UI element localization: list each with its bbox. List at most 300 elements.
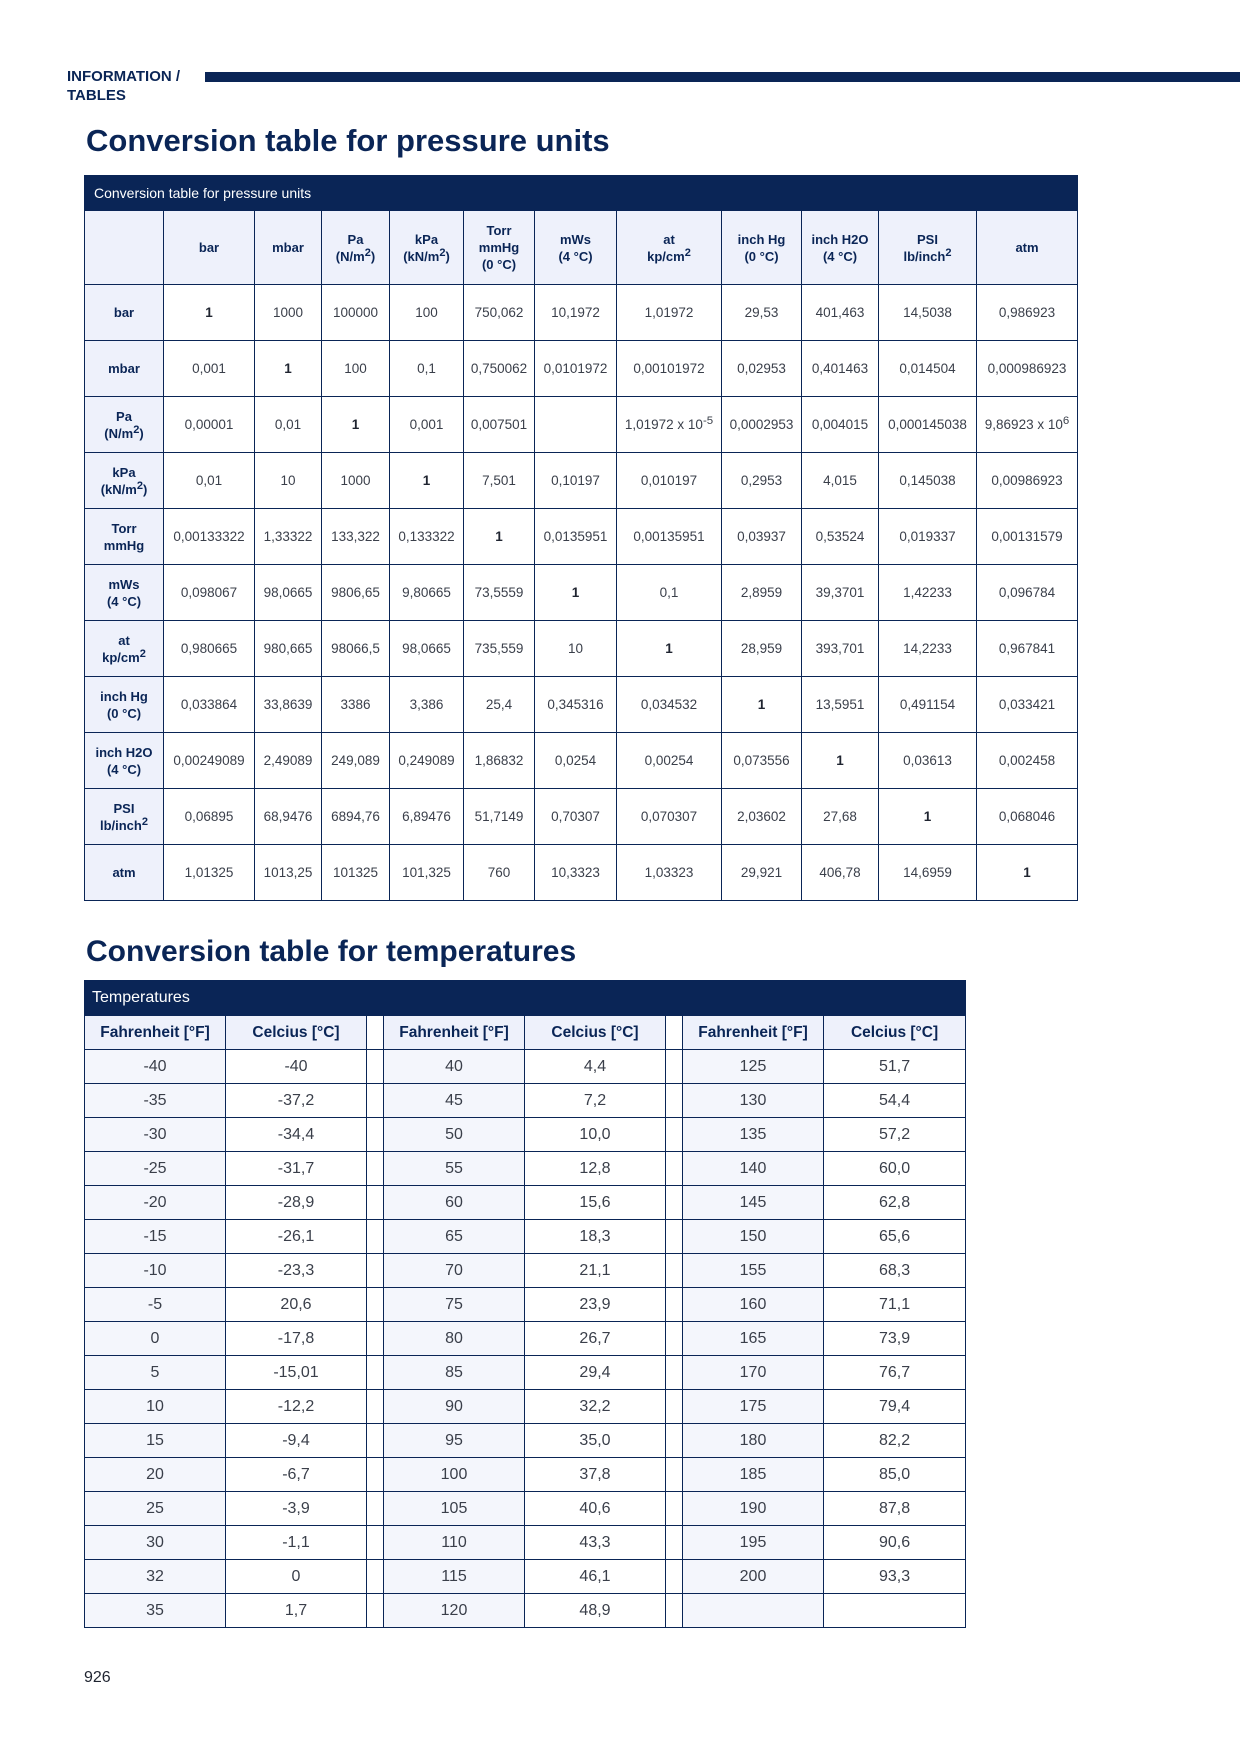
header-rule <box>205 72 1240 82</box>
unit-label-line: (4 °C) <box>106 593 142 609</box>
table-row <box>85 1084 966 1118</box>
celsius-cell: 4,4 <box>525 1050 666 1084</box>
table-cell: 33,8639 <box>255 677 322 733</box>
table-cell: 6,89476 <box>390 789 464 845</box>
pressure-conversion-table <box>84 175 1078 901</box>
table-cell: 0,0135951 <box>535 509 617 565</box>
table-row <box>85 1390 966 1424</box>
table-cell: 0,1 <box>617 565 722 621</box>
table-cell: 0,53524 <box>802 509 879 565</box>
table-cell: 2,8959 <box>722 565 802 621</box>
table-cell: 0,002458 <box>977 733 1078 789</box>
table-row <box>85 509 1078 565</box>
table-cell: 0,70307 <box>535 789 617 845</box>
column-spacer <box>666 1152 683 1186</box>
column-spacer <box>367 1492 384 1526</box>
unit-label-line: $(N/m^2)$ <box>335 246 376 264</box>
table-cell: 4,015 <box>802 453 879 509</box>
table-row <box>85 1322 966 1356</box>
celsius-cell: 71,1 <box>824 1288 966 1322</box>
table-cell: 0,986923 <box>977 285 1078 341</box>
unit-label-line: (0 °C) <box>744 248 779 264</box>
unit-label-line: mbar <box>272 240 304 255</box>
fahrenheit-header: Fahrenheit [°F] <box>384 1016 525 1050</box>
unit-label-line: $(kN/m^2)$ <box>403 246 450 264</box>
table-cell: 1 <box>255 341 322 397</box>
page-number: 926 <box>84 1669 111 1686</box>
celsius-cell: 15,6 <box>525 1186 666 1220</box>
unit-label-line: inch Hg <box>100 688 148 704</box>
table-cell: 1 <box>390 453 464 509</box>
celsius-cell: 90,6 <box>824 1526 966 1560</box>
celsius-cell: -6,7 <box>226 1458 367 1492</box>
table-cell: 393,701 <box>802 621 879 677</box>
column-spacer <box>367 1424 384 1458</box>
column-header <box>977 211 1078 285</box>
celsius-cell: 57,2 <box>824 1118 966 1152</box>
celsius-cell: 21,1 <box>525 1254 666 1288</box>
fahrenheit-cell: 70 <box>384 1254 525 1288</box>
fahrenheit-cell: 95 <box>384 1424 525 1458</box>
column-spacer <box>367 1322 384 1356</box>
column-spacer <box>666 1458 683 1492</box>
column-spacer <box>666 1322 683 1356</box>
table-cell: 0,06895 <box>164 789 255 845</box>
table-cell: 1 <box>535 565 617 621</box>
fahrenheit-cell: 135 <box>683 1118 824 1152</box>
table-cell: 0,00133322 <box>164 509 255 565</box>
table-cell: 1 <box>617 621 722 677</box>
column-spacer <box>666 1254 683 1288</box>
table-row <box>85 1288 966 1322</box>
column-spacer <box>666 1016 683 1050</box>
table-row <box>85 565 1078 621</box>
column-spacer <box>367 1186 384 1220</box>
table-cell: 101325 <box>322 845 390 901</box>
fahrenheit-cell: 175 <box>683 1390 824 1424</box>
fahrenheit-cell: 115 <box>384 1560 525 1594</box>
table-cell: 0,00135951 <box>617 509 722 565</box>
table-cell: 101,325 <box>390 845 464 901</box>
celsius-cell: 51,7 <box>824 1050 966 1084</box>
table-cell: 10 <box>535 621 617 677</box>
fahrenheit-cell: 30 <box>85 1526 226 1560</box>
table-row <box>85 1356 966 1390</box>
table-cell: 0,10197 <box>535 453 617 509</box>
table-row <box>85 1560 966 1594</box>
table-row <box>85 1220 966 1254</box>
celsius-cell: 43,3 <box>525 1526 666 1560</box>
table-cell: 1,01972 x $10^{-5}$ <box>617 397 722 453</box>
unit-label-line: $kp/cm^2$ <box>647 246 691 264</box>
table-cell: 0,004015 <box>802 397 879 453</box>
column-spacer <box>666 1220 683 1254</box>
table-cell: 1,33322 <box>255 509 322 565</box>
unit-label-line: mbar <box>108 361 140 376</box>
table-row <box>85 1458 966 1492</box>
unit-label-line: Pa <box>116 408 132 424</box>
table-cell: 0,03613 <box>879 733 977 789</box>
table-row <box>85 1594 966 1628</box>
celsius-cell: -3,9 <box>226 1492 367 1526</box>
fahrenheit-cell: -10 <box>85 1254 226 1288</box>
table-cell: 10 <box>255 453 322 509</box>
fahrenheit-cell: 155 <box>683 1254 824 1288</box>
fahrenheit-cell: 150 <box>683 1220 824 1254</box>
table-cell: 1 <box>879 789 977 845</box>
celsius-cell: 32,2 <box>525 1390 666 1424</box>
column-header <box>255 211 322 285</box>
unit-label-line: Pa <box>347 231 364 247</box>
table-cell: 980,665 <box>255 621 322 677</box>
celsius-cell: -15,01 <box>226 1356 367 1390</box>
table-row <box>85 845 1078 901</box>
celsius-cell: 60,0 <box>824 1152 966 1186</box>
table-row <box>85 453 1078 509</box>
table-cell: 100000 <box>322 285 390 341</box>
celsius-header: Celcius [°C] <box>525 1016 666 1050</box>
section-label <box>67 67 180 105</box>
table-cell: 14,2233 <box>879 621 977 677</box>
temperature-table-title: Conversion table for temperatures <box>86 935 577 968</box>
celsius-cell: -23,3 <box>226 1254 367 1288</box>
unit-label-line: mmHg <box>103 537 145 553</box>
table-cell: 0,01 <box>255 397 322 453</box>
unit-label-line: $(N/m^2)$ <box>104 423 144 441</box>
table-cell: 98,0665 <box>255 565 322 621</box>
table-row <box>85 1492 966 1526</box>
table-cell: 0,00254 <box>617 733 722 789</box>
celsius-cell: -37,2 <box>226 1084 367 1118</box>
fahrenheit-cell: 165 <box>683 1322 824 1356</box>
column-spacer <box>666 1560 683 1594</box>
unit-label-line: mmHg <box>478 240 520 255</box>
fahrenheit-cell: 40 <box>384 1050 525 1084</box>
table-cell: 9806,65 <box>322 565 390 621</box>
celsius-cell: 26,7 <box>525 1322 666 1356</box>
table-cell: 9,86923 x $10^6$ <box>977 397 1078 453</box>
fahrenheit-cell: 180 <box>683 1424 824 1458</box>
table-cell: 73,5559 <box>464 565 535 621</box>
column-header <box>464 211 535 285</box>
fahrenheit-cell: 90 <box>384 1390 525 1424</box>
row-header <box>85 509 164 565</box>
unit-label-line: (4 °C) <box>822 248 858 264</box>
celsius-cell: 65,6 <box>824 1220 966 1254</box>
celsius-cell: 12,8 <box>525 1152 666 1186</box>
unit-label-line: lb/inch$^2$ <box>903 246 952 264</box>
row-header <box>85 621 164 677</box>
fahrenheit-cell: 80 <box>384 1322 525 1356</box>
table-cell: 7,501 <box>464 453 535 509</box>
fahrenheit-cell: 200 <box>683 1560 824 1594</box>
unit-label-line: $kp/cm^2$ <box>102 647 146 665</box>
table-cell: 1000 <box>322 453 390 509</box>
table-row <box>85 285 1078 341</box>
table-cell: 2,03602 <box>722 789 802 845</box>
table-cell: 10,1972 <box>535 285 617 341</box>
celsius-cell: 7,2 <box>525 1084 666 1118</box>
table-cell: 0,096784 <box>977 565 1078 621</box>
table-cell: 0,750062 <box>464 341 535 397</box>
table-cell: 735,559 <box>464 621 535 677</box>
table-row <box>85 1118 966 1152</box>
fahrenheit-cell: 110 <box>384 1526 525 1560</box>
fahrenheit-cell: 50 <box>384 1118 525 1152</box>
column-spacer <box>666 1118 683 1152</box>
unit-label-line: PSI <box>917 231 938 247</box>
unit-label-line: inch H2O <box>95 744 153 760</box>
unit-label-line: kPa <box>112 464 136 480</box>
fahrenheit-cell: 75 <box>384 1288 525 1322</box>
unit-label-line: bar <box>198 240 220 255</box>
table-row <box>85 341 1078 397</box>
table-row <box>85 1254 966 1288</box>
row-header <box>85 677 164 733</box>
table-cell: 133,322 <box>322 509 390 565</box>
table-cell: 29,53 <box>722 285 802 341</box>
column-spacer <box>666 1356 683 1390</box>
table-cell: 0,033864 <box>164 677 255 733</box>
table-cell: 1,42233 <box>879 565 977 621</box>
celsius-cell: -17,8 <box>226 1322 367 1356</box>
fahrenheit-cell: 85 <box>384 1356 525 1390</box>
celsius-cell: 23,9 <box>525 1288 666 1322</box>
table-row <box>85 677 1078 733</box>
pressure-table-title: Conversion table for pressure units <box>86 123 610 158</box>
column-header <box>722 211 802 285</box>
column-spacer <box>367 1356 384 1390</box>
table-cell: 51,7149 <box>464 789 535 845</box>
table-cell: 0,980665 <box>164 621 255 677</box>
table-cell: 0,019337 <box>879 509 977 565</box>
column-spacer <box>666 1084 683 1118</box>
table-cell: 0,070307 <box>617 789 722 845</box>
table-cell: 1 <box>164 285 255 341</box>
unit-label-line: at <box>663 231 675 247</box>
unit-label-line: inch H2O <box>811 231 869 247</box>
unit-label-line: bar <box>113 305 135 320</box>
unit-label-line: (0 °C) <box>106 705 142 721</box>
table-row <box>85 1050 966 1084</box>
celsius-cell: -12,2 <box>226 1390 367 1424</box>
unit-label-line: Torr <box>111 520 137 536</box>
table-cell: 0,401463 <box>802 341 879 397</box>
celsius-header: Celcius [°C] <box>226 1016 367 1050</box>
section-label-line1: INFORMATION / <box>67 68 181 85</box>
table-cell: 0,03937 <box>722 509 802 565</box>
fahrenheit-cell: 125 <box>683 1050 824 1084</box>
column-spacer <box>367 1254 384 1288</box>
column-spacer <box>666 1390 683 1424</box>
column-spacer <box>367 1152 384 1186</box>
unit-label-line: lb/inch$^2$ <box>99 815 149 833</box>
celsius-cell: -26,1 <box>226 1220 367 1254</box>
table-cell: 1,01325 <box>164 845 255 901</box>
row-header <box>85 733 164 789</box>
celsius-cell: -28,9 <box>226 1186 367 1220</box>
table-cell: 0,00249089 <box>164 733 255 789</box>
table-cell: 0,01 <box>164 453 255 509</box>
celsius-cell: 1,7 <box>226 1594 367 1628</box>
fahrenheit-cell: 32 <box>85 1560 226 1594</box>
column-spacer <box>666 1050 683 1084</box>
celsius-cell: 73,9 <box>824 1322 966 1356</box>
fahrenheit-cell: 170 <box>683 1356 824 1390</box>
table-cell: 98066,5 <box>322 621 390 677</box>
fahrenheit-cell: -5 <box>85 1288 226 1322</box>
table-row <box>85 1526 966 1560</box>
table-cell: 0,068046 <box>977 789 1078 845</box>
unit-label-line: at <box>118 632 130 648</box>
celsius-cell: 68,3 <box>824 1254 966 1288</box>
celsius-cell: 40,6 <box>525 1492 666 1526</box>
unit-label-line: atm <box>1015 240 1039 255</box>
pressure-table-caption: Conversion table for pressure units <box>85 176 1078 211</box>
table-cell: 0,00131579 <box>977 509 1078 565</box>
unit-label-line: mWs <box>108 576 140 592</box>
fahrenheit-cell: 15 <box>85 1424 226 1458</box>
fahrenheit-header: Fahrenheit [°F] <box>683 1016 824 1050</box>
celsius-cell: 37,8 <box>525 1458 666 1492</box>
table-cell: 98,0665 <box>390 621 464 677</box>
table-cell: 25,4 <box>464 677 535 733</box>
celsius-cell: -9,4 <box>226 1424 367 1458</box>
unit-label-line: inch Hg <box>737 231 786 247</box>
unit-label-line: mWs <box>559 231 592 247</box>
fahrenheit-cell: 25 <box>85 1492 226 1526</box>
table-cell: 0,967841 <box>977 621 1078 677</box>
row-header <box>85 845 164 901</box>
table-cell: 3,386 <box>390 677 464 733</box>
celsius-cell: 0 <box>226 1560 367 1594</box>
celsius-cell: 87,8 <box>824 1492 966 1526</box>
row-header <box>85 341 164 397</box>
column-spacer <box>367 1050 384 1084</box>
unit-label-line: (0 °C) <box>481 257 517 272</box>
fahrenheit-cell: 195 <box>683 1526 824 1560</box>
column-header <box>879 211 977 285</box>
fahrenheit-cell: -15 <box>85 1220 226 1254</box>
column-header <box>164 211 255 285</box>
column-spacer <box>367 1220 384 1254</box>
table-cell: 1 <box>802 733 879 789</box>
unit-label-line: $(kN/m^2)$ <box>100 479 148 497</box>
table-cell: 0,000145038 <box>879 397 977 453</box>
celsius-cell: 76,7 <box>824 1356 966 1390</box>
table-cell: 0,001 <box>164 341 255 397</box>
fahrenheit-cell: -25 <box>85 1152 226 1186</box>
fahrenheit-cell <box>683 1594 824 1628</box>
fahrenheit-cell: 45 <box>384 1084 525 1118</box>
table-row <box>85 789 1078 845</box>
table-cell <box>535 397 617 453</box>
column-spacer <box>666 1594 683 1628</box>
table-cell: 0,02953 <box>722 341 802 397</box>
table-cell: 1 <box>977 845 1078 901</box>
table-cell: 249,089 <box>322 733 390 789</box>
row-header <box>85 285 164 341</box>
table-cell: 9,80665 <box>390 565 464 621</box>
table-cell: 14,5038 <box>879 285 977 341</box>
column-spacer <box>367 1526 384 1560</box>
fahrenheit-cell: 130 <box>683 1084 824 1118</box>
column-header <box>390 211 464 285</box>
fahrenheit-cell: -20 <box>85 1186 226 1220</box>
table-cell: 406,78 <box>802 845 879 901</box>
celsius-cell: -31,7 <box>226 1152 367 1186</box>
celsius-cell: 20,6 <box>226 1288 367 1322</box>
celsius-cell: 48,9 <box>525 1594 666 1628</box>
table-cell: 3386 <box>322 677 390 733</box>
celsius-cell: 79,4 <box>824 1390 966 1424</box>
table-cell: 0,2953 <box>722 453 802 509</box>
table-cell: 0,1 <box>390 341 464 397</box>
unit-label-line: (4 °C) <box>106 761 142 777</box>
celsius-cell: 62,8 <box>824 1186 966 1220</box>
fahrenheit-cell: -35 <box>85 1084 226 1118</box>
table-cell: 0,249089 <box>390 733 464 789</box>
celsius-cell: 10,0 <box>525 1118 666 1152</box>
fahrenheit-cell: 65 <box>384 1220 525 1254</box>
table-row <box>85 1152 966 1186</box>
celsius-header: Celcius [°C] <box>824 1016 966 1050</box>
table-cell: 760 <box>464 845 535 901</box>
celsius-cell <box>824 1594 966 1628</box>
row-header <box>85 789 164 845</box>
table-cell: 0,491154 <box>879 677 977 733</box>
column-spacer <box>666 1288 683 1322</box>
table-cell: 0,00986923 <box>977 453 1078 509</box>
column-spacer <box>367 1594 384 1628</box>
column-header <box>322 211 390 285</box>
table-row <box>85 733 1078 789</box>
table-cell: 28,959 <box>722 621 802 677</box>
table-cell: 0,098067 <box>164 565 255 621</box>
table-cell: 0,00001 <box>164 397 255 453</box>
column-header <box>535 211 617 285</box>
table-cell: 1013,25 <box>255 845 322 901</box>
fahrenheit-cell: 190 <box>683 1492 824 1526</box>
table-cell: 2,49089 <box>255 733 322 789</box>
table-cell: 1,03323 <box>617 845 722 901</box>
celsius-cell: -34,4 <box>226 1118 367 1152</box>
fahrenheit-cell: -30 <box>85 1118 226 1152</box>
fahrenheit-cell: 140 <box>683 1152 824 1186</box>
fahrenheit-cell: 160 <box>683 1288 824 1322</box>
table-cell: 100 <box>390 285 464 341</box>
table-row <box>85 1186 966 1220</box>
column-header <box>617 211 722 285</box>
table-cell: 1 <box>722 677 802 733</box>
column-spacer <box>367 1390 384 1424</box>
column-spacer <box>367 1118 384 1152</box>
table-cell: 0,133322 <box>390 509 464 565</box>
table-cell: 14,6959 <box>879 845 977 901</box>
fahrenheit-cell: 35 <box>85 1594 226 1628</box>
table-cell: 750,062 <box>464 285 535 341</box>
celsius-cell: 29,4 <box>525 1356 666 1390</box>
table-cell: 0,00101972 <box>617 341 722 397</box>
unit-label-line: (4 °C) <box>558 248 593 264</box>
celsius-cell: 85,0 <box>824 1458 966 1492</box>
fahrenheit-cell: 105 <box>384 1492 525 1526</box>
fahrenheit-cell: 185 <box>683 1458 824 1492</box>
table-cell: 0,0002953 <box>722 397 802 453</box>
column-spacer <box>367 1016 384 1050</box>
celsius-cell: 35,0 <box>525 1424 666 1458</box>
celsius-cell: -1,1 <box>226 1526 367 1560</box>
